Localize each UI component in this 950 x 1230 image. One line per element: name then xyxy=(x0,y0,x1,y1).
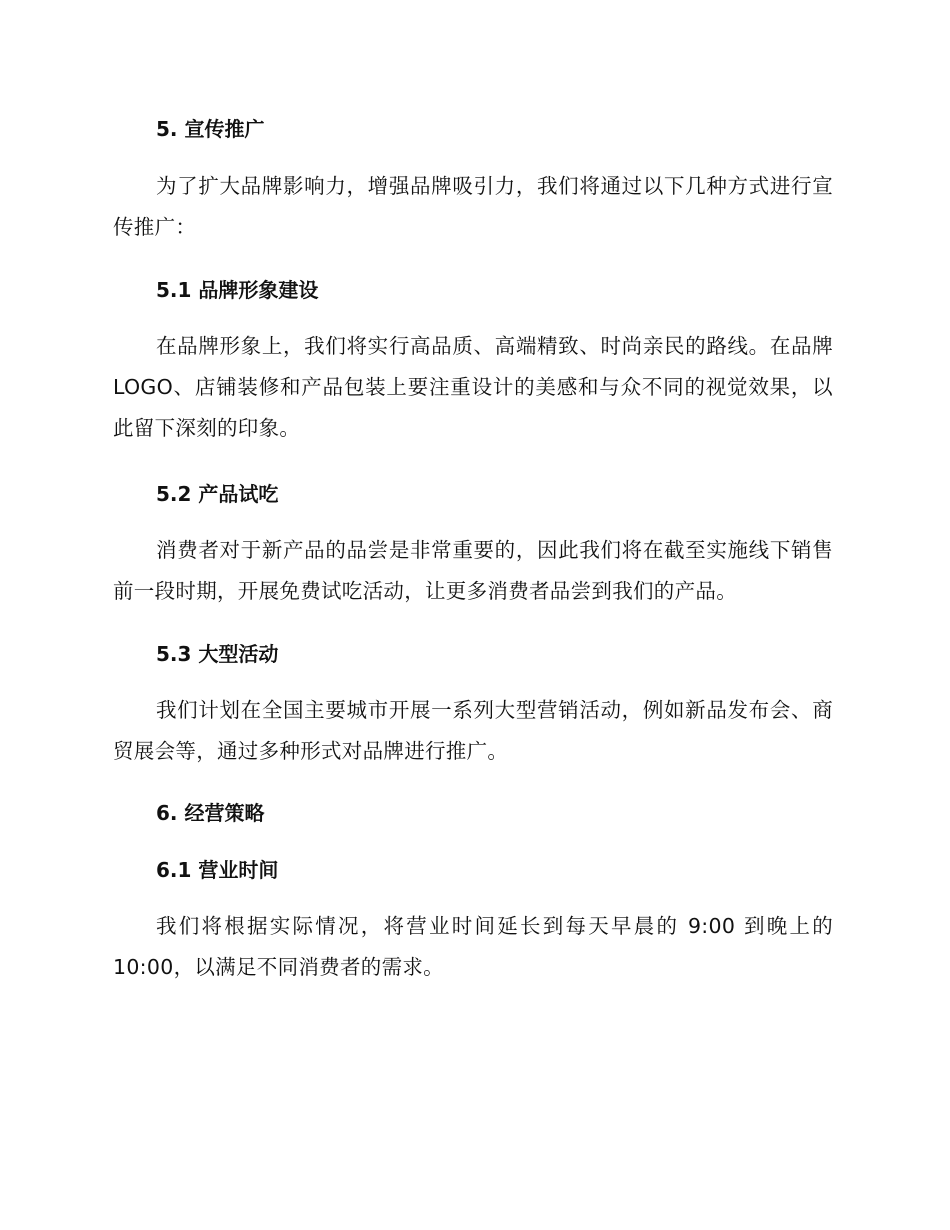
paragraph-brand-image: 在品牌形象上，我们将实行高品质、高端精致、时尚亲民的路线。在品牌 LOGO、店铺装修和产品包装上要注重设计的美感和与众不同的视觉效果，以此留下深刻的印象。 xyxy=(113,334,833,440)
heading-5-2-product-tasting: 5.2 产品试吃 xyxy=(156,482,279,506)
heading-6-1-business-hours: 6.1 营业时间 xyxy=(156,858,279,882)
heading-5-3-large-events: 5.3 大型活动 xyxy=(156,642,279,666)
paragraph-product-tasting: 消费者对于新产品的品尝是非常重要的，因此我们将在截至实施线下销售前一段时期，开展免费试吃活动，让更多消费者品尝到我们的产品。 xyxy=(113,538,833,603)
heading-6-business-strategy: 6. 经营策略 xyxy=(156,801,265,825)
heading-5-promotion: 5. 宣传推广 xyxy=(156,117,265,141)
paragraph-large-events: 我们计划在全国主要城市开展一系列大型营销活动，例如新品发布会、商贸展会等，通过多种形式对品牌进行推广。 xyxy=(113,698,833,763)
paragraph-promotion-intro: 为了扩大品牌影响力，增强品牌吸引力，我们将通过以下几种方式进行宣传推广： xyxy=(113,174,833,239)
paragraph-business-hours: 我们将根据实际情况，将营业时间延长到每天早晨的 9:00 到晚上的 10:00，以满足不同消费者的需求。 xyxy=(113,914,833,979)
heading-5-1-brand-image: 5.1 品牌形象建设 xyxy=(156,278,319,302)
